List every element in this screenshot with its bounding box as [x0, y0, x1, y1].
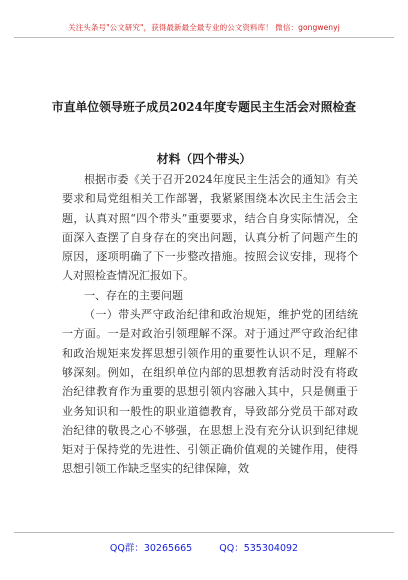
document-title: 市直单位领导班子成员2024年度专题民主生活会对照检查 [51, 100, 357, 114]
header-rule [14, 37, 394, 38]
intro-paragraph: 根据市委《关于召开2024年度民主生活会的通知》有关要求和局党组相关工作部署，我紧紧围绕本次民主生活会主题，认真对照“四个带头”重要要求，结合自身实际情况，全面深入查摆了自身存在的突出问题，认真分析了问题产生的原因，逐项明确了下一步整改措施。按照会议安排，现将个人对照检查情况汇报如下。 [62, 173, 358, 283]
footer-qq-group: QQ群：30265665 [109, 543, 193, 554]
document-body [62, 170, 358, 479]
document-subtitle: 材料（四个带头） [156, 152, 252, 166]
footer-qq: QQ：535304092 [219, 543, 299, 554]
header-banner: 关注头条号"公文研究"，获得最新最全最专业的公文资料库！ 微信：gongwenyj [68, 23, 340, 32]
section-heading: 一、存在的主要问题 [84, 288, 183, 302]
footer-rule [14, 532, 394, 533]
footer [0, 540, 408, 554]
body-paragraph: （一）带头严守政治纪律和政治规矩，维护党的团结统一方面。一是对政治引领理解不深。对于通过严守政治纪律和政治规矩来发挥思想引领作用的重要性认识不足，理解不够深刻。例如，在组织单位内部的思想教育活动时没有将政治纪律教育作为重要的思想引领内容融入其中，只是侧重于业务知识和一般性的职业道德教育，导致部分党员干部对政治纪律的敬畏之心不够强，在思想上没有充分认识到纪律规矩对于保持党的先进性、引领正确价值观的关键作用，使得思想引领工作缺乏坚实的纪律保障，效 [62, 308, 358, 476]
